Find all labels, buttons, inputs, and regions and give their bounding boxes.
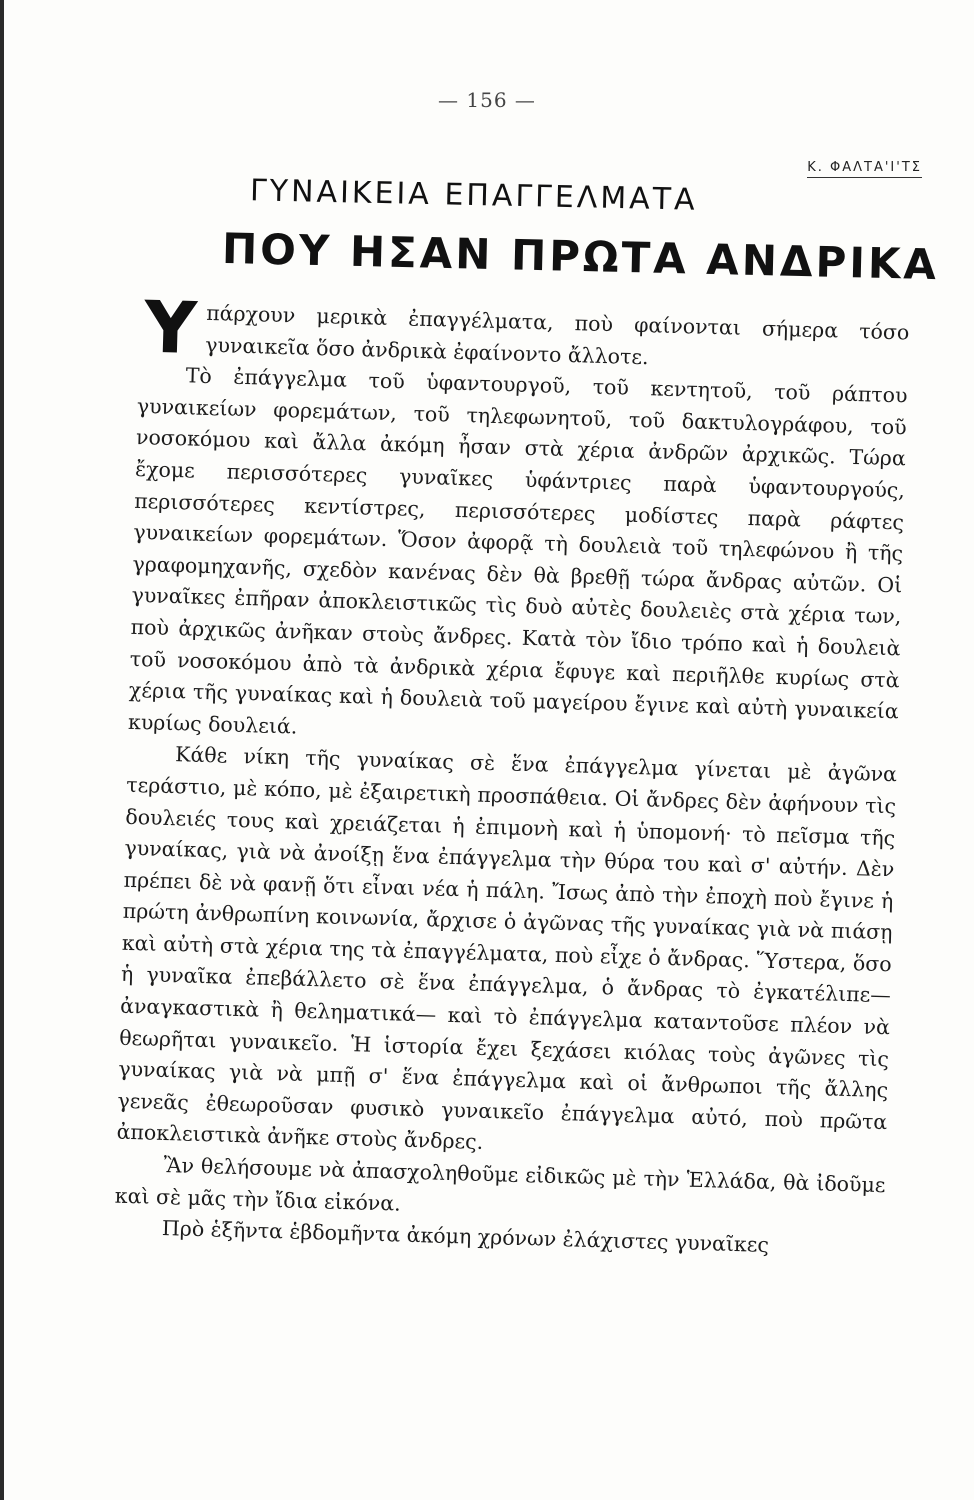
page-number: — 156 —	[438, 88, 536, 112]
paragraph-4: Ἂν θελήσουμε νὰ ἀπασχοληθοῦμε εἰδικῶς μὲ τὴν Ἑλλάδα, θὰ ἰδοῦμε καὶ σὲ μᾶς τὴν ἴδια εἰκόνα.	[114, 1153, 886, 1216]
paragraph-2: Τὸ ἐπάγγελμα τοῦ ὑφαντουργοῦ, τοῦ κεντητοῦ, τοῦ ράπτου γυναικείων φορεμάτων, τοῦ τηλεφωνητοῦ, τοῦ δακτυλογράφου, τοῦ νοσοκόμου καὶ ἄλλα ἀκόμη ἦσαν στὰ χέρια ἀνδρῶν ἀρχικῶς. Τώρα ἔχομε περισσότερες γυναῖκες ὑφάντριες παρὰ ὑφαντουργούς, περισσότερες κεντίστρες, περισσότερες μοδίστες παρὰ ράφτες γυναικείων φορεμάτων. Ὅσον ἀφορᾷ τὴ δουλειὰ τοῦ τηλεφώνου ἢ τῆς γραφομηχανῆς, σχεδὸν κανένας δὲν θὰ βρεθῇ τώρα ἄνδρας αὐτῶν. Οἱ γυναῖκες ἐπῆραν ἀποκλειστικῶς τὶς δυὸ αὐτὲς δουλειὲς στὰ χέρια των, ποὺ ἀρχικῶς ἀνῆκαν στοὺς ἄνδρες. Κατὰ τὸν ἴδιο τρόπο καὶ ἡ δουλειὰ τοῦ νοσοκόμου ἀπὸ τὰ ἀνδρικὰ χέρια ἔφυγε καὶ περιῆλθε κυρίως στὰ χέρια τῆς γυναίκας καὶ ἡ δουλειὰ τοῦ μαγείρου ἔγινε καὶ αὐτὴ γυναικεία κυρίως δουλειά.	[127, 363, 908, 739]
article-title-line-2: ΠΟΥ ΗΣΑΝ ΠΡΩΤΑ ΑΝΔΡΙΚΑ	[221, 223, 940, 290]
article-title-line-1: ΓΥΝΑΙΚΕΙΑ ΕΠΑΓΓΕΛΜΑΤΑ	[249, 173, 698, 218]
paragraph-1-text: πάρχουν μερικὰ ἐπαγγέλματα, ποὺ φαίνονται σήμερα τόσο γυναικεῖα ὅσο ἀνδρικὰ ἐφαίνοντο ἄλλοτε.	[205, 300, 910, 369]
drop-cap: Υ	[143, 286, 197, 370]
page-binding-edge	[0, 0, 4, 1500]
article-body	[114, 286, 910, 1265]
paragraph-5: Πρὸ ἑξῆντα ἑβδομῆντα ἀκόμη χρόνων ἐλάχιστες γυναῖκες	[161, 1216, 770, 1258]
paragraph-3: Κάθε νίκη τῆς γυναίκας σὲ ἕνα ἐπάγγελμα γίνεται μὲ ἀγῶνα τεράστιο, μὲ κόπο, μὲ ἐξαιρετικὴ προσπάθεια. Οἱ ἄνδρες δὲν ἀφήνουν τὶς δουλειές τους καὶ χρειάζεται ἡ ἐπιμονὴ καὶ ἡ ὑπομονή· τὸ πεῖσμα τῆς γυναίκας, γιὰ νὰ ἀνοίξῃ ἕνα ἐπάγγελμα τὴν θύρα του καὶ σ' αὐτήν. Δὲν πρέπει δὲ νὰ φανῇ ὅτι εἶναι νέα ἡ πάλη. Ἴσως ἀπὸ τὴν ἐποχὴ ποὺ ἔγινε ἡ πρώτη ἀνθρωπίνη κοινωνία, ἄρχισε ὁ ἀγῶνας τῆς γυναίκας γιὰ νὰ πιάσῃ καὶ αὐτὴ στὰ χέρια της τὰ ἐπαγγέλματα, ποὺ εἶχε ὁ ἄνδρας. Ὕστερα, ὅσο ἡ γυναῖκα ἐπεβάλλετο σὲ ἕνα ἐπάγγελμα, ὁ ἄνδρας τὸ ἐγκατέλιπε— ἀναγκαστικὰ ἢ θεληματικά— καὶ τὸ ἐπάγγελμα καταντοῦσε πλέον νὰ θεωρῆται γυναικεῖο. Ἡ ἱστορία ἔχει ξεχάσει κιόλας τοὺς ἀγῶνες τὶς γυναίκας γιὰ νὰ μπῇ σ' ἕνα ἐπάγγελμα καὶ οἱ ἄνθρωποι τῆς ἄλλης γενεᾶς ἐθεωροῦσαν φυσικὸ γυναικεῖο ἐπάγγελμα αὐτό, ποὺ πρῶτα ἀποκλειστικὰ ἀνῆκε στοὺς ἄνδρες.	[116, 742, 898, 1155]
author-name: Κ. ΦΑΛΤΑ'Ι'ΤΣ	[807, 160, 922, 178]
